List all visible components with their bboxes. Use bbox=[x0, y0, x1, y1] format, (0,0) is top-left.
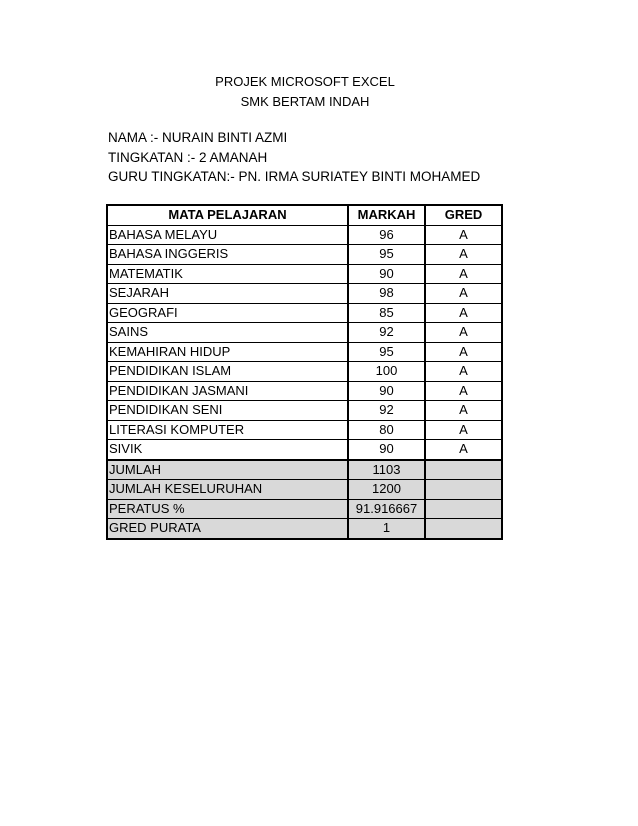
subject-cell: MATEMATIK bbox=[107, 264, 348, 284]
table-row bbox=[107, 245, 502, 265]
summary-grade-cell bbox=[425, 499, 502, 519]
table-row bbox=[107, 264, 502, 284]
document-title: PROJEK MICROSOFT EXCEL bbox=[215, 74, 395, 89]
subject-cell: PENDIDIKAN ISLAM bbox=[107, 362, 348, 382]
table-row bbox=[107, 284, 502, 304]
subject-cell: PENDIDIKAN JASMANI bbox=[107, 381, 348, 401]
mark-cell: 92 bbox=[348, 401, 425, 421]
summary-row bbox=[107, 460, 502, 480]
table-row bbox=[107, 420, 502, 440]
mark-cell: 90 bbox=[348, 264, 425, 284]
table-row bbox=[107, 342, 502, 362]
mark-cell: 95 bbox=[348, 342, 425, 362]
subject-cell: PENDIDIKAN SENI bbox=[107, 401, 348, 421]
subject-cell: GEOGRAFI bbox=[107, 303, 348, 323]
mark-cell: 92 bbox=[348, 323, 425, 343]
grade-cell: A bbox=[425, 303, 502, 323]
grade-cell: A bbox=[425, 264, 502, 284]
summary-value-cell: 1 bbox=[348, 519, 425, 539]
table-row bbox=[107, 381, 502, 401]
student-class: TINGKATAN :- 2 AMANAH bbox=[108, 150, 268, 165]
summary-grade-cell bbox=[425, 519, 502, 539]
table-row bbox=[107, 303, 502, 323]
subject-cell: BAHASA MELAYU bbox=[107, 225, 348, 245]
summary-label-cell: PERATUS % bbox=[107, 499, 348, 519]
summary-row bbox=[107, 480, 502, 500]
summary-grade-cell bbox=[425, 460, 502, 480]
student-name: NAMA :- NURAIN BINTI AZMI bbox=[108, 130, 288, 145]
class-teacher: GURU TINGKATAN:- PN. IRMA SURIATEY BINTI MOHAMED bbox=[108, 169, 481, 184]
table-row bbox=[107, 225, 502, 245]
grade-cell: A bbox=[425, 323, 502, 343]
grade-cell: A bbox=[425, 420, 502, 440]
table-row bbox=[107, 401, 502, 421]
table-row bbox=[107, 440, 502, 460]
summary-value-cell: 1103 bbox=[348, 460, 425, 480]
summary-value-cell: 1200 bbox=[348, 480, 425, 500]
grade-cell: A bbox=[425, 284, 502, 304]
summary-row bbox=[107, 519, 502, 539]
grade-cell: A bbox=[425, 381, 502, 401]
school-name: SMK BERTAM INDAH bbox=[240, 94, 370, 109]
table-row bbox=[107, 362, 502, 382]
table-header-row bbox=[107, 205, 502, 225]
subject-cell: KEMAHIRAN HIDUP bbox=[107, 342, 348, 362]
summary-row bbox=[107, 499, 502, 519]
subject-cell: BAHASA INGGERIS bbox=[107, 245, 348, 265]
table-row bbox=[107, 323, 502, 343]
mark-cell: 85 bbox=[348, 303, 425, 323]
mark-cell: 90 bbox=[348, 381, 425, 401]
mark-cell: 80 bbox=[348, 420, 425, 440]
summary-label-cell: JUMLAH KESELURUHAN bbox=[107, 480, 348, 500]
mark-cell: 90 bbox=[348, 440, 425, 460]
summary-value-cell: 91.916667 bbox=[348, 499, 425, 519]
grade-cell: A bbox=[425, 342, 502, 362]
mark-cell: 96 bbox=[348, 225, 425, 245]
subject-cell: SAINS bbox=[107, 323, 348, 343]
mark-cell: 95 bbox=[348, 245, 425, 265]
grade-cell: A bbox=[425, 245, 502, 265]
header-subject: MATA PELAJARAN bbox=[107, 205, 348, 225]
summary-grade-cell bbox=[425, 480, 502, 500]
grade-cell: A bbox=[425, 440, 502, 460]
mark-cell: 98 bbox=[348, 284, 425, 304]
grade-cell: A bbox=[425, 401, 502, 421]
header-grade: GRED bbox=[425, 205, 502, 225]
subject-cell: LITERASI KOMPUTER bbox=[107, 420, 348, 440]
summary-label-cell: JUMLAH bbox=[107, 460, 348, 480]
grades-table bbox=[106, 204, 503, 540]
subject-cell: SIVIK bbox=[107, 440, 348, 460]
header-mark: MARKAH bbox=[348, 205, 425, 225]
mark-cell: 100 bbox=[348, 362, 425, 382]
grade-cell: A bbox=[425, 362, 502, 382]
subject-cell: SEJARAH bbox=[107, 284, 348, 304]
summary-label-cell: GRED PURATA bbox=[107, 519, 348, 539]
grade-cell: A bbox=[425, 225, 502, 245]
